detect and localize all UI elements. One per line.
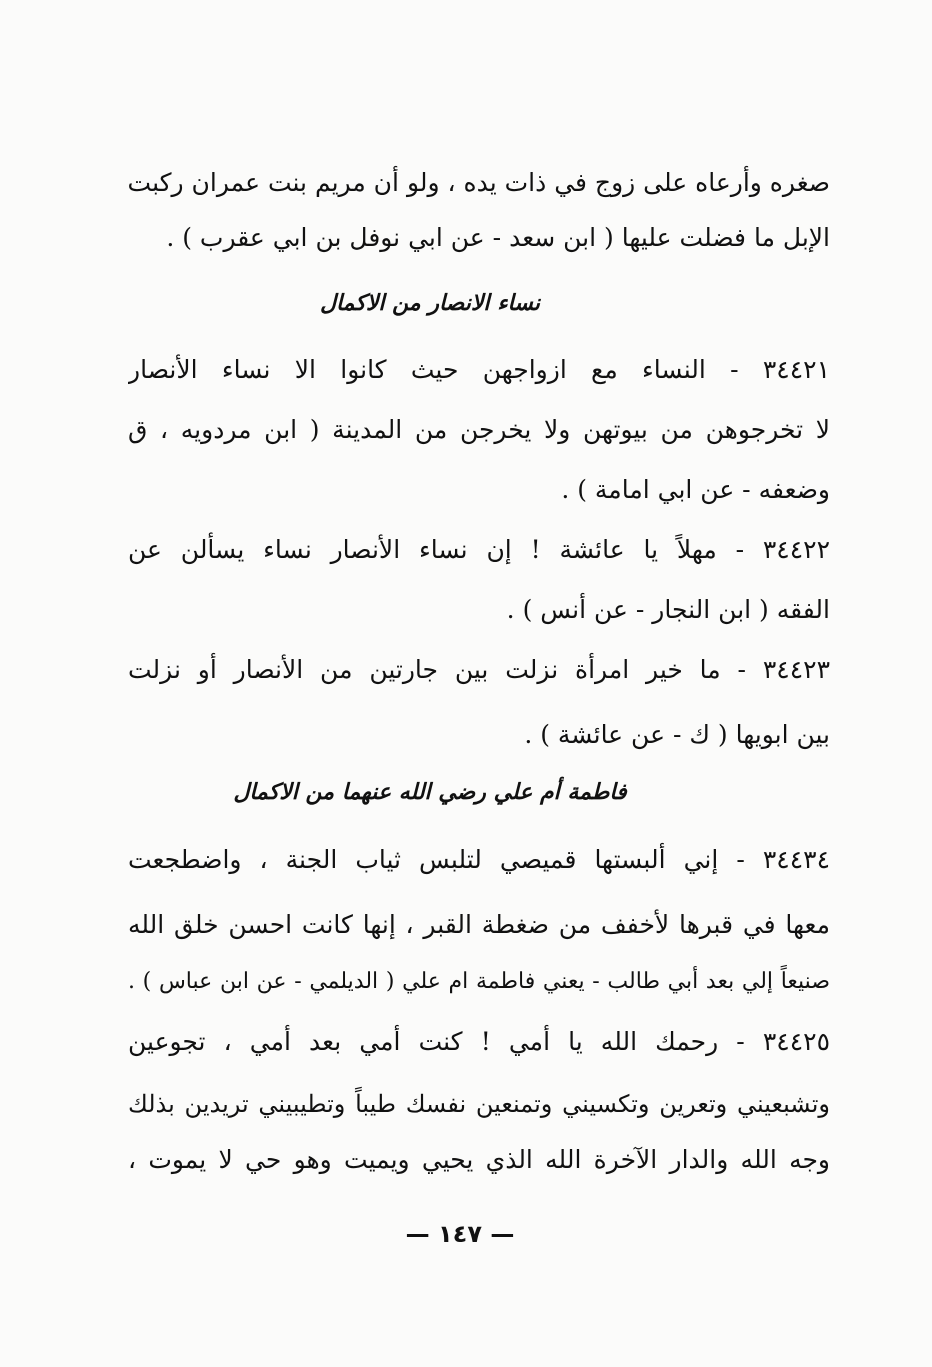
- page-number: — ١٤٧ —: [405, 1220, 515, 1248]
- hadith-line: بين ابويها ( ك - عن عائشة ) .: [524, 720, 830, 749]
- hadith-line: وتشبعيني وتعرين وتكسيني وتمنعين نفسك طيباً وتطيبيني تريدين بذلك: [128, 1090, 830, 1118]
- hadith-line: ٣٤٤٢٥ - رحمك الله يا أمي ! كنت أمي بعد أمي ، تجوعين: [128, 1027, 830, 1056]
- hadith-line: ٣٤٤٢٣ - ما خير امرأة نزلت بين جارتين من الأنصار أو نزلت: [128, 655, 830, 684]
- hadith-line: ٣٤٤٣٤ - إني ألبستها قميصي لتلبس ثياب الجنة ، واضطجعت: [128, 845, 830, 874]
- hadith-line: معها في قبرها لأخفف من ضغطة القبر ، إنها كانت احسن خلق الله: [128, 910, 830, 939]
- body-text-line: صغره وأرعاه على زوج في ذات يده ، ولو أن مريم بنت عمران ركبت: [128, 168, 830, 197]
- section-heading: فاطمة أم علي رضي الله عنهما من الاكمال: [233, 780, 627, 805]
- body-text-line: الإبل ما فضلت عليها ( ابن سعد - عن ابي نوفل بن ابي عقرب ) .: [166, 223, 830, 252]
- section-heading: نساء الانصار من الاكمال: [319, 291, 541, 316]
- hadith-line: وضعفه - عن ابي امامة ) .: [561, 475, 830, 504]
- hadith-line: ٣٤٤٢١ - النساء مع ازواجهن حيث كانوا الا نساء الأنصار: [128, 355, 830, 384]
- hadith-line: ٣٤٤٢٢ - مهلاً يا عائشة ! إن نساء الأنصار نساء يسألن عن: [128, 535, 830, 564]
- hadith-line: وجه الله والدار الآخرة الله الذي يحيي ويميت وهو حي لا يموت ،: [128, 1145, 830, 1174]
- hadith-line: صنيعاً إلي بعد أبي طالب - يعني فاطمة ام علي ( الديلمي - عن ابن عباس ) .: [128, 969, 830, 994]
- hadith-line: الفقه ( ابن النجار - عن أنس ) .: [506, 595, 830, 624]
- hadith-line: لا تخرجوهن من بيوتهن ولا يخرجن من المدينة ( ابن مردويه ، ق: [128, 415, 830, 444]
